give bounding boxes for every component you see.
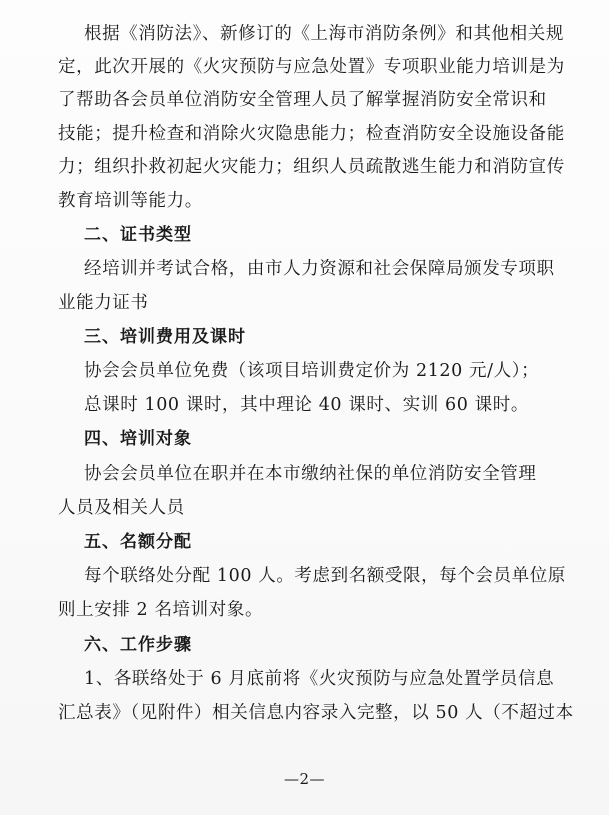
paragraph-line: 则上安排 2 名培训对象。: [58, 600, 264, 620]
section-heading-certificate: 二、证书类型: [84, 225, 192, 245]
paragraph-line: 了帮助各会员单位消防安全管理人员了解掌握消防安全常识和: [58, 90, 547, 110]
paragraph-line: 每个联络处分配 100 人。考虑到名额受限，每个会员单位原: [84, 566, 566, 586]
paragraph-line: 1、各联络处于 6 月底前将《火灾预防与应急处置学员信息: [84, 669, 555, 689]
paragraph-line: 人员及相关人员: [58, 498, 185, 518]
section-heading-quota: 五、名额分配: [84, 532, 192, 552]
paragraph-line: 根据《消防法》、新修订的《上海市消防条例》和其他相关规: [84, 24, 564, 44]
paragraph-line: 经培训并考试合格，由市人力资源和社会保障局颁发专项职: [84, 259, 555, 279]
paragraph-line: 技能；提升检查和消除火灾隐患能力；检查消防安全设施设备能: [58, 124, 565, 144]
paragraph-line: 定，此次开展的《火灾预防与应急处置》专项职业能力培训是为: [58, 57, 565, 77]
paragraph-line: 总课时 100 课时，其中理论 40 课时、实训 60 课时。: [84, 395, 529, 415]
paragraph-line: 力；组织扑救初起火灾能力；组织人员疏散逃生能力和消防宣传: [58, 157, 565, 177]
paragraph-line: 教育培训等能力。: [58, 191, 203, 211]
section-heading-steps: 六、工作步骤: [84, 635, 192, 655]
section-heading-trainees: 四、培训对象: [84, 429, 192, 449]
paragraph-line: 汇总表》（见附件）相关信息内容录入完整，以 50 人（不超过本: [58, 703, 574, 723]
paragraph-line: 协会会员单位在职并在本市缴纳社保的单位消防安全管理: [84, 464, 537, 484]
paragraph-line: 业能力证书: [58, 293, 149, 313]
paragraph-line: 协会会员单位免费（该项目培训费定价为 2120 元/人）；: [84, 361, 540, 381]
page-number: —2—: [283, 770, 326, 788]
section-heading-fees: 三、培训费用及课时: [84, 327, 246, 347]
